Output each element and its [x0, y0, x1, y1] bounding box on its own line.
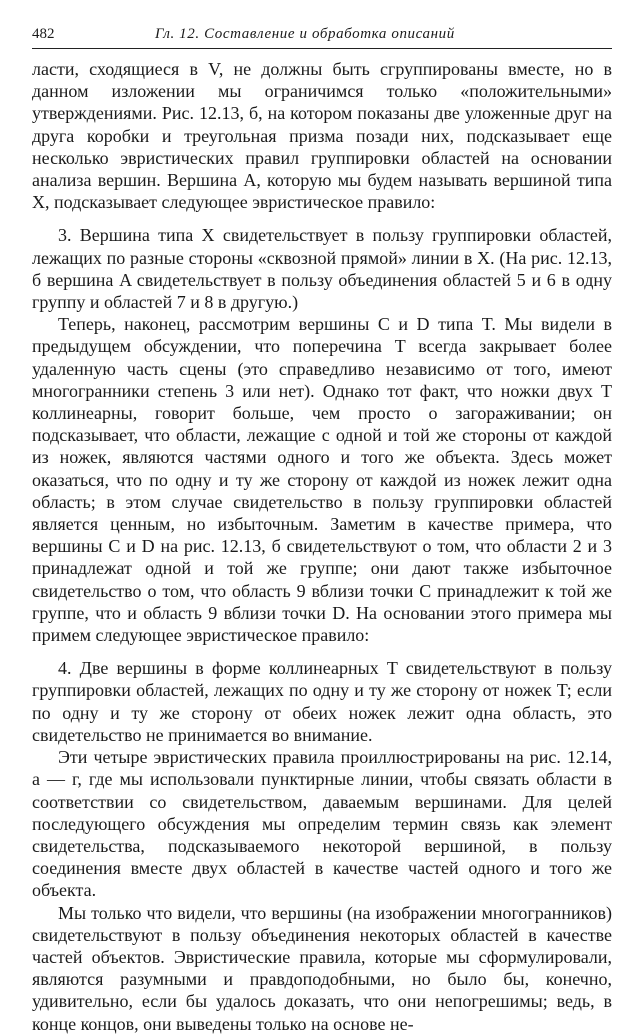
running-title: Гл. 12. Составление и обработка описаний: [155, 26, 455, 42]
page-header: [32, 24, 612, 49]
heuristic-rule-4: 4. Две вершины в форме коллинеарных T свидетельствуют в пользу группировки областей, лежащих по одну и ту же сторону от ножек T; если по одну и ту же сторону от обеих ножек лежит одна область, это свидетельство не принимается во внимание.: [32, 658, 612, 745]
paragraph-gap: [32, 646, 612, 657]
paragraph: ласти, сходящиеся в V, не должны быть сгруппированы вместе, но в данном изложении мы ограничимся только «положительными» утверждениями. Рис. 12.13, б, на котором показаны две уложенные друг на друга коробки и треугольная призма позади них, подсказывает еще несколько эвристических правил группировки областей на основании анализа вершин. Вершина A, которую мы будем называть вершиной типа X, подсказывает следующее эвристическое правило:: [32, 59, 612, 213]
paragraph: Мы только что видели, что вершины (на изображении многогранников) свидетельствуют в пользу объединения некоторых областей в качестве частей объектов. Эвристические правила, которые мы сформулировали, являются разумными и правдоподобными, но было бы, конечно, удивительно, если бы удалось доказать, что они непогрешимы; ведь, в конце концов, они выведены только на основе не-: [32, 902, 612, 1034]
paragraph: Эти четыре эвристических правила проиллюстрированы на рис. 12.14, а — г, где мы использовали пунктирные линии, чтобы связать области в соответствии со свидетельством, даваемым вершинами. Для целей последующего обсуждения мы определим термин связь как элемент свидетельства, подсказываемого некоторой вершиной, в пользу соединения вместе двух областей в качестве частей одного и того же объекта.: [32, 747, 612, 901]
paragraph-gap: [32, 213, 612, 224]
heuristic-rule-3: 3. Вершина типа X свидетельствует в пользу группировки областей, лежащих по разные стороны «сквозной прямой» линии в X. (На рис. 12.13, б вершина A свидетельствует в пользу объединения областей 5 и 6 в одну группу и областей 7 и 8 в другую.): [32, 225, 612, 313]
paragraph: Теперь, наконец, рассмотрим вершины C и D типа T. Мы видели в предыдущем обсуждении, что поперечина T всегда закрывает более удаленную часть сцены (это справедливо независимо от того, имеют многогранники степень 3 или нет). Однако тот факт, что ножки двух T коллинеарны, говорит больше, чем просто о загораживании; он подсказывает, что области, лежащие с одной и той же стороны от каждой из ножек, являются частями одного и того же объекта. Здесь может оказаться, что по одну и ту же сторону от каждой из ножек лежит одна область; в этом случае свидетельство в пользу группировки областей является ценным, но избыточным. Заметим в качестве примера, что вершины C и D на рис. 12.13, б свидетельствуют о том, что области 2 и 3 принадлежат одной и той же группе; они дают также избыточное свидетельство о том, что область 9 вблизи точки C принадлежит к той же группе, что и область 9 вблизи точки D. На основании этого примера мы примем следующее эвристическое правило:: [32, 314, 612, 646]
body-text: [32, 58, 612, 1035]
page-number: 482: [32, 26, 55, 42]
